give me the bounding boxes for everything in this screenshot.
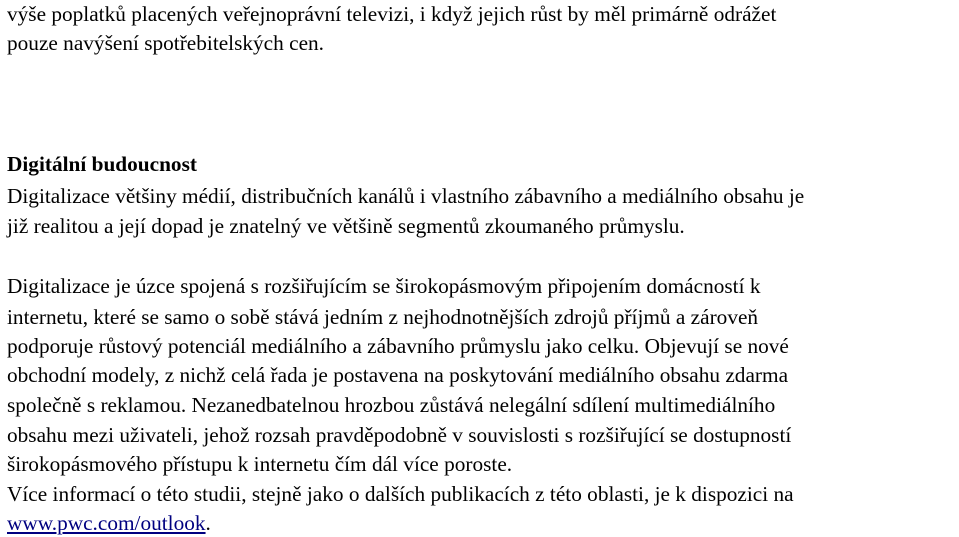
link-line (7, 511, 211, 535)
paragraph2-line-4: obchodní modely, z nichž celá řada je postavena na poskytování mediálního obsahu zdarma (7, 363, 789, 387)
more-info-line: Více informací o této studii, stejně jako o dalších publikacích z této oblasti, je k dispozici na (7, 482, 794, 506)
paragraph2-line-3: podporuje růstový potenciál mediálního a zábavního průmyslu jako celku. Objevují se nové (7, 334, 789, 358)
paragraph2-line-1: Digitalizace je úzce spojená s rozšiřujícím se širokopásmovým připojením domácností k (7, 274, 761, 298)
paragraph1-line-2: již realitou a její dopad je znatelný ve většině segmentů zkoumaného průmyslu. (7, 214, 685, 238)
paragraph2-line-6: obsahu mezi uživateli, jehož rozsah pravděpodobně v souvislosti s rozšiřující se dostupností (7, 423, 792, 447)
section-heading: Digitální budoucnost (7, 152, 197, 176)
paragraph2-line-7: širokopásmového přístupu k internetu čím dál více poroste. (7, 452, 513, 476)
paragraph2-line-2: internetu, které se samo o sobě stává jedním z nejhodnotnějších zdrojů příjmů a zároveň (7, 305, 759, 329)
intro-line-2: pouze navýšení spotřebitelských cen. (7, 31, 324, 55)
paragraph1-line-1: Digitalizace většiny médií, distribučních kanálů i vlastního zábavního a mediálního obsahu je (7, 184, 805, 208)
paragraph2-line-5: společně s reklamou. Nezanedbatelnou hrozbou zůstává nelegální sdílení multimediálního (7, 393, 776, 417)
intro-line-1: výše poplatků placených veřejnoprávní televizi, i když jejich růst by měl primárně odrážet (7, 2, 777, 26)
link-suffix: . (205, 511, 211, 535)
outlook-link[interactable]: www.pwc.com/outlook (7, 511, 206, 535)
